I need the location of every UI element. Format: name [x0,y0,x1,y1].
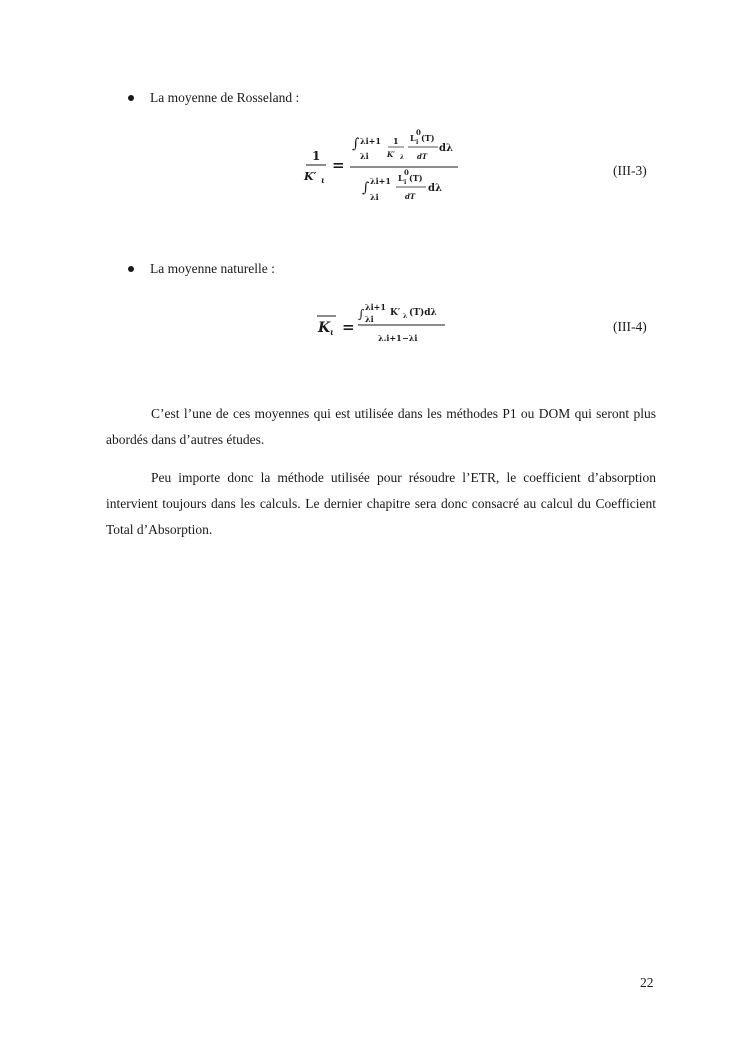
svg-text:λ: λ [403,313,408,320]
bullet-rosseland-text: La moyenne de Rosseland : [150,90,300,105]
svg-text:L: L [398,173,404,183]
svg-text:dT: dT [417,152,428,161]
svg-text:∫: ∫ [362,180,370,196]
svg-text:λi+1: λi+1 [360,136,381,146]
svg-text:K: K [318,320,331,336]
svg-text:λ.i+1: λ.i+1 [378,333,402,343]
page-number: 22 [640,975,654,990]
svg-text:λi: λi [370,192,379,202]
svg-text:∫: ∫ [352,136,360,152]
bullet-rosseland [128,90,299,106]
equation-naturelle [310,298,460,353]
svg-text:λi: λi [365,314,374,324]
svg-text:(T)dλ: (T)dλ [409,308,437,318]
svg-text:λi+1: λi+1 [370,176,391,186]
svg-text:λi: λi [360,151,369,161]
paragraph-1 [106,401,656,453]
bullet-naturelle-text: La moyenne naturelle : [150,261,275,276]
equation-number-3: (III-3) [613,163,647,178]
svg-text:=: = [342,318,355,336]
equation-rosseland [300,122,470,212]
svg-text:1: 1 [312,149,321,163]
svg-text:∫: ∫ [358,307,365,321]
paragraph-2 [106,465,656,543]
svg-text:0: 0 [416,128,421,137]
svg-text:dλ: dλ [428,183,443,194]
svg-text:ι: ι [330,327,334,337]
svg-text:K′: K′ [304,170,317,183]
svg-text:0: 0 [404,168,409,177]
bullet-icon [128,266,134,272]
paragraph-2-text: Peu importe donc la méthode utilisée pour résoudre l’ETR, le coefficient d’absorption intervient toujours dans les calculs. Le dernier chapitre sera donc consacré au calcul du Coefficient Total d’Absorption. [106,470,656,537]
svg-text:i: i [416,139,419,146]
svg-text:ι: ι [321,175,325,185]
svg-text:1: 1 [393,136,399,146]
svg-text:λi+1: λi+1 [365,302,386,312]
svg-text:dλ: dλ [439,143,454,154]
svg-text:K′: K′ [387,150,395,159]
svg-text:K′: K′ [390,308,401,318]
svg-text:L: L [410,133,416,143]
svg-text:−λi: −λi [402,333,418,343]
svg-text:dT: dT [405,192,416,201]
equation-number-4: (III-4) [613,319,647,334]
svg-text:(T): (T) [421,133,435,143]
bullet-naturelle [128,261,275,277]
bullet-icon [128,95,134,101]
paragraph-1-text: C’est l’une de ces moyennes qui est utilisée dans les méthodes P1 ou DOM qui seront plus abordés dans d’autres études. [106,406,656,447]
svg-text:=: = [332,156,345,174]
svg-text:(T): (T) [409,173,423,183]
svg-text:i: i [404,179,407,186]
svg-text:λ: λ [400,154,405,161]
